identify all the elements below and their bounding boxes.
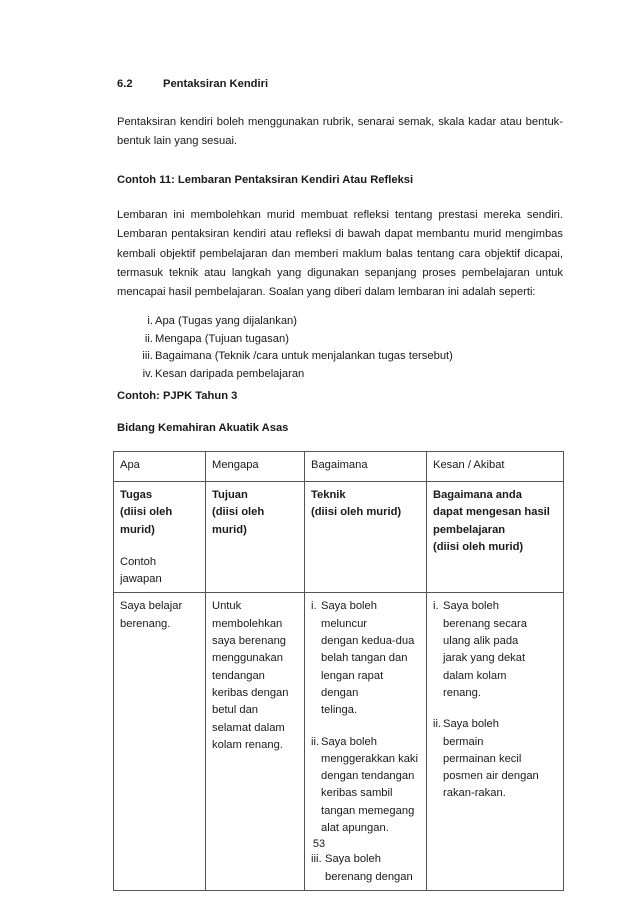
subheader-cell <box>305 482 427 593</box>
cell-line: dengan kedua-dua <box>321 635 415 648</box>
cell-line: saya berenang <box>212 635 287 648</box>
example-title: Contoh 11: Lembaran Pentaksiran Kendiri Atau Refleksi <box>117 174 414 186</box>
cell-line: selamat dalam <box>212 721 285 734</box>
list-item <box>311 734 421 838</box>
list-item <box>311 851 421 886</box>
cell-line: renang. <box>443 686 481 699</box>
cell-line: Saya boleh meluncur <box>321 600 377 630</box>
cell-line: dengan tendangan <box>321 770 415 783</box>
subheader-line: Tugas <box>120 489 153 501</box>
cell-line: berenang secara <box>443 617 527 630</box>
subheader-line: Tujuan <box>212 489 248 501</box>
cell-line: lengan rapat dengan <box>321 669 384 699</box>
cell-line: permainan kecil <box>443 752 522 765</box>
subheader-cell <box>114 482 206 593</box>
question-text: Kesan daripada pembelajaran <box>155 367 305 380</box>
cell-line: Saya belajar <box>120 600 183 613</box>
cell-line: tangan memegang <box>321 804 415 817</box>
question-number: ii. <box>144 332 153 345</box>
example-answer-line: Contoh <box>120 555 157 568</box>
header-cell: Apa <box>114 452 206 482</box>
header-cell: Kesan / Akibat <box>427 452 564 482</box>
cell-line: berenang. <box>120 617 171 630</box>
cell-line: menggerakkan kaki <box>321 752 419 765</box>
item-number: ii. <box>311 735 320 748</box>
self-assessment-table <box>113 451 564 891</box>
subheader-line: Teknik <box>311 489 346 501</box>
cell-line: betul dan <box>212 704 259 717</box>
intro-paragraph: Pentaksiran kendiri boleh menggunakan rubrik, senarai semak, skala kadar atau bentuk-bentuk lain yang sesuai. <box>117 116 563 147</box>
subheader-line: dapat mengesan hasil <box>433 506 550 519</box>
header-cell: Mengapa <box>206 452 305 482</box>
question-text: Bagaimana (Teknik /cara untuk menjalankan tugas tersebut) <box>155 350 453 362</box>
subheader-cell <box>206 482 305 593</box>
cell-line: Saya boleh <box>325 853 381 866</box>
cell-line: alat apungan. <box>321 822 389 835</box>
question-item <box>117 368 563 386</box>
subheader-line: Bagaimana anda <box>433 489 522 501</box>
cell-line: menggunakan <box>212 652 283 665</box>
cell-line: Saya boleh <box>321 735 377 748</box>
question-text: Mengapa (Tujuan tugasan) <box>155 332 289 345</box>
header-cell: Bagaimana <box>305 452 427 482</box>
cell-line: rakan-rakan. <box>443 787 506 800</box>
cell-line: kolam renang. <box>212 738 283 751</box>
outcome-list <box>433 598 558 802</box>
cell-line: jarak yang dekat <box>443 652 526 665</box>
question-item <box>117 333 563 351</box>
cell-line: Untuk <box>212 600 242 613</box>
section-number: 6.2 <box>117 78 133 90</box>
question-number: iii. <box>142 350 153 362</box>
page-number: 53 <box>312 838 326 850</box>
subheader-line: (diisi oleh <box>212 506 265 519</box>
cell-line: berenang dengan <box>325 870 413 883</box>
subheader-line: pembelajaran <box>433 523 506 536</box>
example-label: Contoh: PJPK Tahun 3 <box>117 390 238 402</box>
cell-line: belah tangan dan <box>321 652 408 665</box>
example-answer-line: jawapan <box>120 573 162 586</box>
skill-area-label: Bidang Kemahiran Akuatik Asas <box>117 422 289 434</box>
question-number: i. <box>147 315 153 327</box>
cell-line: Saya boleh <box>443 600 499 613</box>
item-number: i. <box>311 600 317 613</box>
cell-line: membolehkan <box>212 617 283 630</box>
cell-line: tendangan <box>212 669 265 682</box>
subheader-line: (diisi oleh murid) <box>433 540 524 553</box>
cell-line: ulang alik pada <box>443 635 519 648</box>
question-list <box>117 315 563 385</box>
question-number: iv. <box>142 367 153 380</box>
cell-line: telinga. <box>321 704 358 717</box>
list-item <box>433 598 558 702</box>
cell-line: keribas sambil <box>321 787 393 800</box>
cell-line: Saya boleh <box>443 718 499 731</box>
cell-line: dalam kolam <box>443 669 507 682</box>
list-item <box>311 598 421 719</box>
cell-line: keribas dengan <box>212 686 289 699</box>
subheader-line: (diisi oleh <box>120 506 173 519</box>
subheader-line: murid) <box>120 523 155 536</box>
item-number: iii. <box>311 853 322 866</box>
cell-line: bermain <box>443 735 484 748</box>
table-subheader-row <box>114 482 564 593</box>
question-text: Apa (Tugas yang dijalankan) <box>155 315 298 327</box>
body-paragraph: Lembaran ini membolehkan murid membuat refleksi tentang prestasi mereka sendiri. Lembaran pentaksiran kendiri atau refleksi di bawah dapat membantu murid mengimbas kembali objektif pembelajaran dan memberi maklum balas tentang cara objektif dicapai, termasuk teknik atau langkah yang digunakan sepanjang proses pembelajaran untuk mencapai hasil pembelajaran. Soalan yang diberi dalam lembaran ini adalah seperti: <box>117 209 563 299</box>
section-title: Pentaksiran Kendiri <box>163 78 269 90</box>
question-item <box>117 315 563 333</box>
question-item <box>117 350 563 368</box>
cell-line: posmen air dengan <box>443 770 539 783</box>
item-number: ii. <box>433 718 442 731</box>
table-header-row <box>114 452 564 482</box>
item-number: i. <box>433 600 439 613</box>
subheader-line: murid) <box>212 523 247 536</box>
subheader-line: (diisi oleh murid) <box>311 506 402 519</box>
subheader-cell <box>427 482 564 593</box>
list-item <box>433 716 558 802</box>
